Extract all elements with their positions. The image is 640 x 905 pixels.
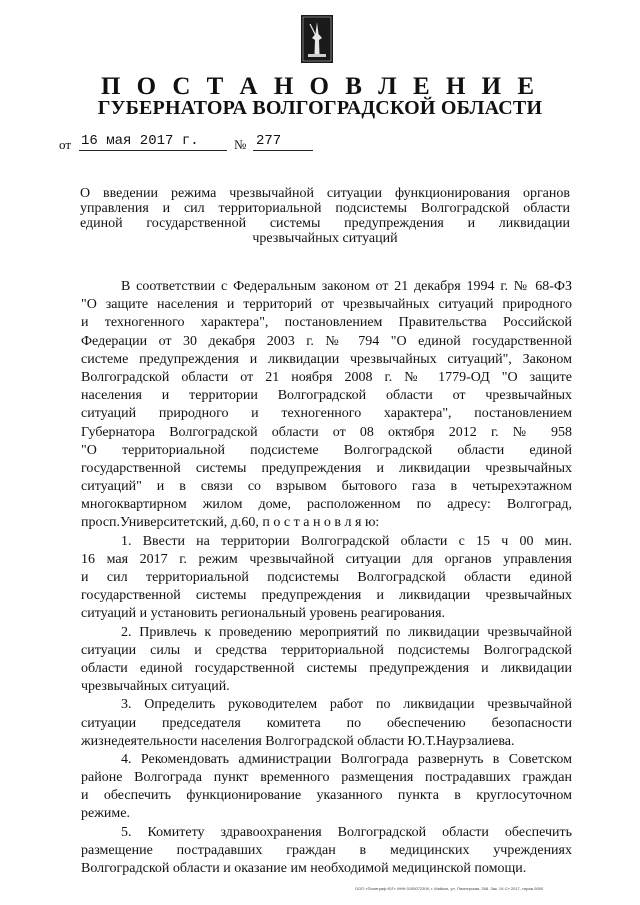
body-line: районе Волгограда пункт временного размещения пострадавших граждан [81,770,572,786]
body-line: жизнедеятельности населения Волгоградской области Ю.Т.Наурзалиева. [81,733,515,749]
body-line: 2. Привлечь к проведению мероприятий по ликвидации чрезвычайной [121,624,572,640]
date-underline [79,150,227,151]
body-line: и обеспечить функционирование указанного пункта в круглосуточном [81,788,572,804]
body-line: государственной системы предупреждения и ликвидации чрезвычайных [81,588,572,604]
body-line: Губернатора Волгоградской области от 08 октября 2012 г. № 958 [81,424,572,440]
date-number-row [59,133,359,153]
date-value: 16 мая 2017 г. [81,133,199,149]
body-line: Волгоградской области и оказание им необходимой медицинской помощи. [81,861,527,876]
body-line: 5. Комитету здравоохранения Волгоградской области обеспечить [121,824,572,840]
number-label: № [234,137,247,152]
printer-imprint: ООО «Полиграф ЮГ» ИНН 0105072309, г. Майкоп, ул. Пионерская, 268. Зак. 19-С» 2017, тираж 5000 [355,886,544,891]
subject-line: О введении режима чрезвычайной ситуации функционирования органов [80,186,570,201]
body-line: населения и территории Волгоградской области от чрезвычайных [81,388,572,404]
body-line: и техногенного характера", постановлением Правительства Российской [81,315,572,331]
body-line: ситуаций природного и техногенного характера", постановлением [81,406,572,422]
body-line: Волгоградской области от 21 ноября 2008 г. № 1779-ОД "О защите [81,369,572,385]
document-subtitle: ГУБЕРНАТОРА ВОЛГОГРАДСКОЙ ОБЛАСТИ [97,97,543,119]
body-line: ситуаций и установить региональный уровень реагирования. [81,606,446,622]
body-line: области единой государственной системы предупреждения и ликвидации [81,660,572,676]
body-line: ситуации председателя комитета по обеспечению безопасности [81,715,572,731]
body-line: ситуаций" и в связи со взрывом бытового газа в четырехэтажном [81,479,572,495]
body-line: 4. Рекомендовать администрации Волгограда развернуть в Советском [121,751,572,767]
date-label: от [59,137,72,152]
body-line: 3. Определить руководителем работ по ликвидации чрезвычайной [121,697,572,713]
body-line: ситуации силы и средства территориальной подсистемы Волгоградской [81,642,572,658]
subject-line: единой государственной системы предупреждения и ликвидации [80,216,570,231]
body-line: режиме. [81,806,130,822]
body-line: 1. Ввести на территории Волгоградской области с 15 ч 00 мин. [121,533,572,549]
document-title: П О С Т А Н О В Л Е Н И Е [100,73,540,100]
body-line: Федерации от 30 декабря 2003 г. № 794 "О единой государственной [81,333,572,349]
body-line: размещение пострадавших граждан в медицинских учреждениях [81,842,572,858]
subject-line: управления и сил территориальной подсистемы Волгоградской области [80,201,570,216]
number-underline [253,150,313,151]
body-line: "О территориальной подсистеме Волгоградской области единой [81,442,572,458]
volgograd-coat-of-arms-icon [300,14,334,64]
document-body [81,278,572,878]
number-value: 277 [256,133,282,149]
body-line: В соответствии с Федеральным законом от 21 декабря 1994 г. № 68-ФЗ [121,279,572,294]
body-line: "О защите населения и территорий от чрезвычайных ситуаций природного [81,297,572,313]
body-line: многоквартирном жилом доме, расположенном по адресу: Волгоград, [81,497,572,513]
subject-line: чрезвычайных ситуаций [252,231,398,246]
body-line: системе предупреждения и ликвидации чрезвычайных ситуаций", Законом [81,351,572,367]
body-line: и сил территориальной подсистемы Волгоградской области единой [81,570,572,585]
document-subject [80,186,570,246]
body-line: государственной системы предупреждения и ликвидации чрезвычайных [81,460,572,476]
body-line: чрезвычайных ситуаций. [81,679,230,695]
body-line: просп.Университетский, д.60, п о с т а н о в л я ю: [81,515,380,531]
body-line: 16 мая 2017 г. режим чрезвычайной ситуации для органов управления [81,551,572,567]
